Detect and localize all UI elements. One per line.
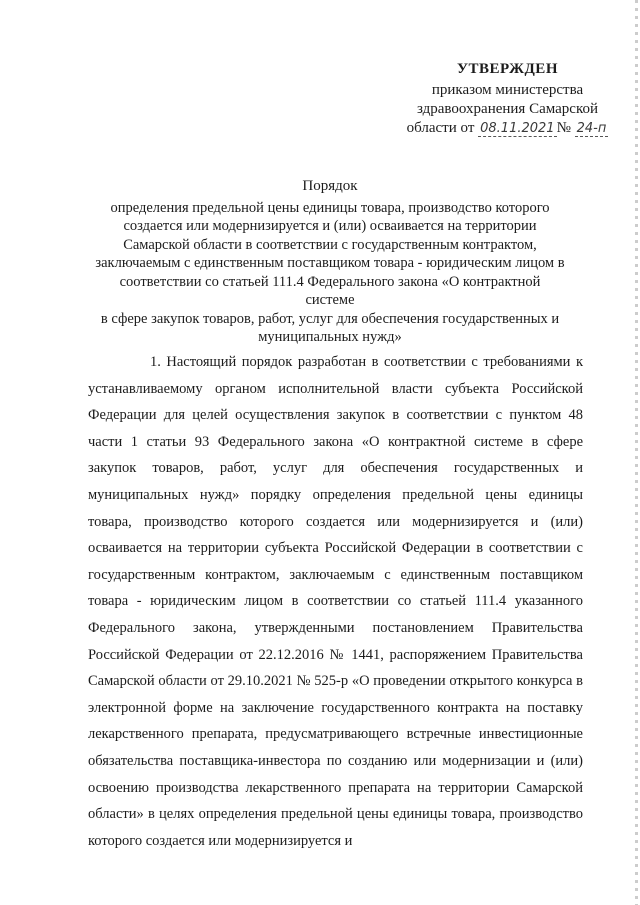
approval-line-3 <box>400 119 615 138</box>
approval-title: УТВЕРЖДЕН <box>457 61 558 77</box>
scan-edge-artifact <box>635 0 638 905</box>
approval-line-2: здравоохранения Самарской <box>416 101 599 117</box>
handwritten-number: 24-п <box>576 121 607 136</box>
title-line: в сфере закупок товаров, работ, услуг для обеспечения государственных и <box>100 310 560 327</box>
document-heading: Порядок <box>302 178 358 194</box>
approval-line-3-prefix: области от <box>406 120 475 136</box>
document-title-block <box>95 177 565 347</box>
title-line: Самарской области в соответствии с государственным контрактом, <box>123 236 537 253</box>
approval-line-1: приказом министерства <box>431 82 584 98</box>
title-line: муниципальных нужд» <box>258 329 402 345</box>
number-sign: № <box>556 120 571 136</box>
title-line: заключаемым с единственным поставщиком товара - юридическим лицом в <box>95 255 565 271</box>
handwritten-date: 08.11.2021 <box>480 121 555 136</box>
title-line: определения предельной цены единицы товара, производство которого <box>110 199 550 216</box>
approval-stamp-block <box>400 60 615 138</box>
title-line: соответствии со статьей 111.4 Федерального закона «О контрактной системе <box>119 273 541 308</box>
title-line: создается или модернизируется и (или) осваивается на территории <box>123 218 537 234</box>
body-paragraph-1: 1. Настоящий порядок разработан в соответствии с требованиями к устанавливаемому органом исполнительной власти субъекта Российской Федерации для целей осуществления закупок в соответствии с пунктом 48 части 1 статьи 93 Федерального закона «О контрактной системе в сфере закупок товаров, работ, услуг для обеспечения государственных и муниципальных нужд» порядку определения предельной цены единицы товара, производство которого создается или модернизируется и (или) осваивается на территории субъекта Российской Федерации в соответствии с государственным контрактом, заключаемым с единственным поставщиком товара - юридическим лицом в соответствии со статьей 111.4 указанного Федерального закона, утвержденными постановлением Правительства Российской Федерации от 22.12.2016 № 1441, распоряжением Правительства Самарской области от 29.10.2021 № 525-р «О проведении открытого конкурса в электронной форме на заключение государственного контракта на поставку лекарственного препарата, предусматривающего встречные инвестиционные обязательства поставщика-инвестора по созданию или модернизации и (или) освоению производства лекарственного препарата на территории Самарской области» в целях определения предельной цены единицы товара, производство которого создается или модернизируется и <box>88 354 583 849</box>
